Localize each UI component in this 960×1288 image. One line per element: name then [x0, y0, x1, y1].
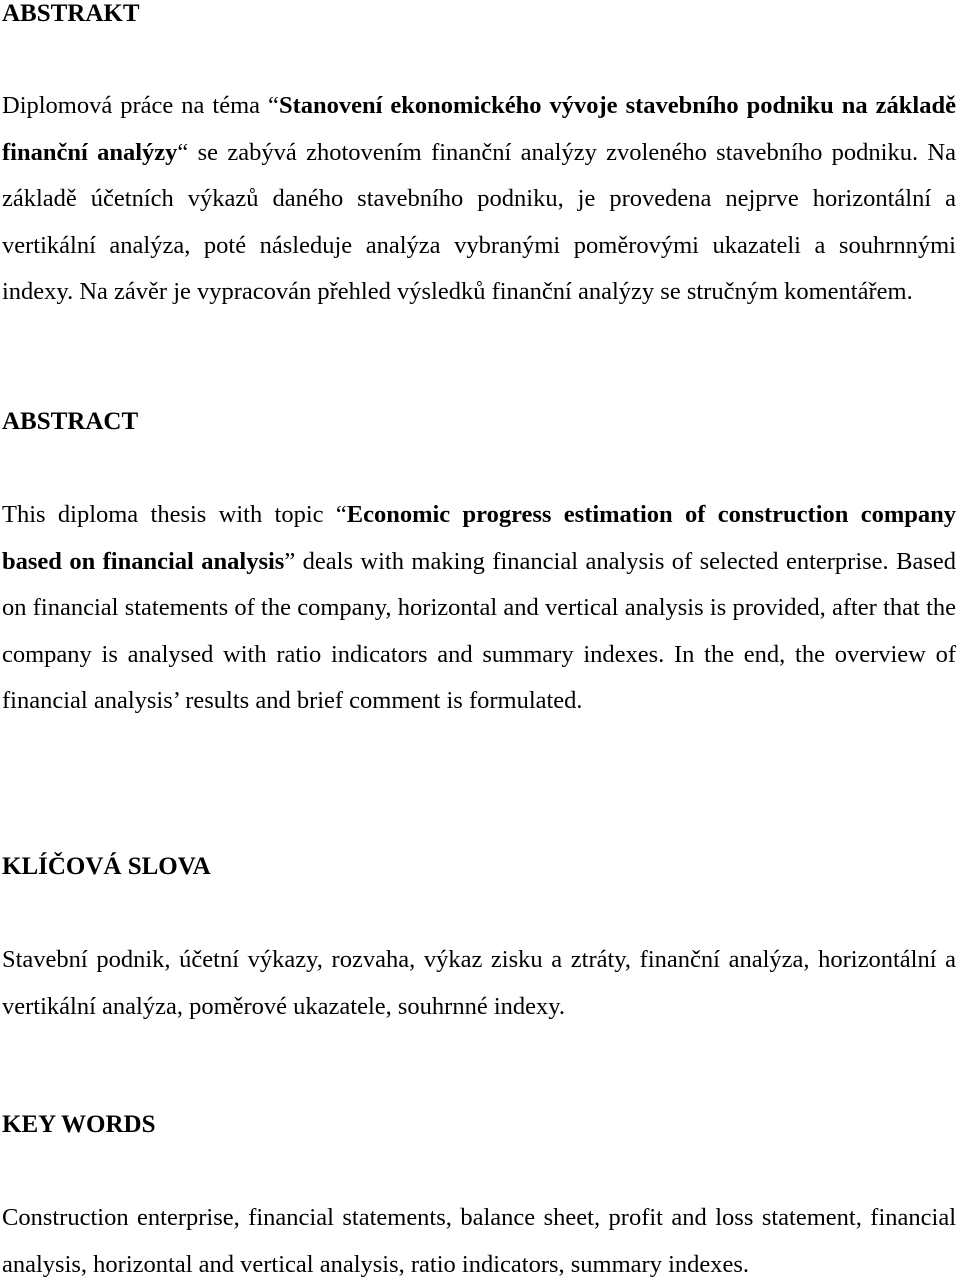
abstrakt-body: “ se zabývá zhotovením finanční analýzy zvoleného stavebního podniku. Na základě účetních výkazů daného stavebního podniku, je provedena nejprve horizontální a vertikální analýza, poté následuje analýza vybranými poměrovými ukazateli a souhrnnými indexy. Na závěr je vypracován přehled výsledků finanční analýzy se stručným komentářem. [2, 138, 956, 306]
key-words-heading: KEY WORDS [2, 1111, 156, 1138]
abstract-intro: This diploma thesis with topic “ [2, 501, 347, 528]
abstract-body: ” deals with making financial analysis of selected enterprise. Based on financial statements of the company, horizontal and vertical analysis is provided, after that the company is analysed with ratio indicators and summary indexes. In the end, the overview of financial analysis’ results and brief comment is formulated. [2, 547, 956, 715]
abstrakt-heading: ABSTRAKT [2, 0, 140, 27]
abstrakt-intro: Diplomová práce na téma “ [2, 92, 279, 119]
abstract-paragraph [2, 492, 956, 725]
abstract-topic: Economic progress estimation of construction company based on financial analysis [2, 501, 957, 575]
abstrakt-paragraph [2, 83, 956, 316]
abstract-heading: ABSTRACT [2, 408, 139, 435]
abstrakt-topic: Stanovení ekonomického vývoje stavebního podniku na základě finanční analýzy [2, 92, 956, 166]
klicova-slova-heading: KLÍČOVÁ SLOVA [2, 853, 211, 880]
klicova-slova-text: Stavební podnik, účetní výkazy, rozvaha, výkaz zisku a ztráty, finanční analýza, horizontální a vertikální analýza, poměrové ukazatele, souhrnné indexy. [2, 946, 956, 1020]
key-words-text: Construction enterprise, financial statements, balance sheet, profit and loss statement, financial analysis, horizontal and vertical analysis, ratio indicators, summary indexes. [2, 1204, 956, 1278]
